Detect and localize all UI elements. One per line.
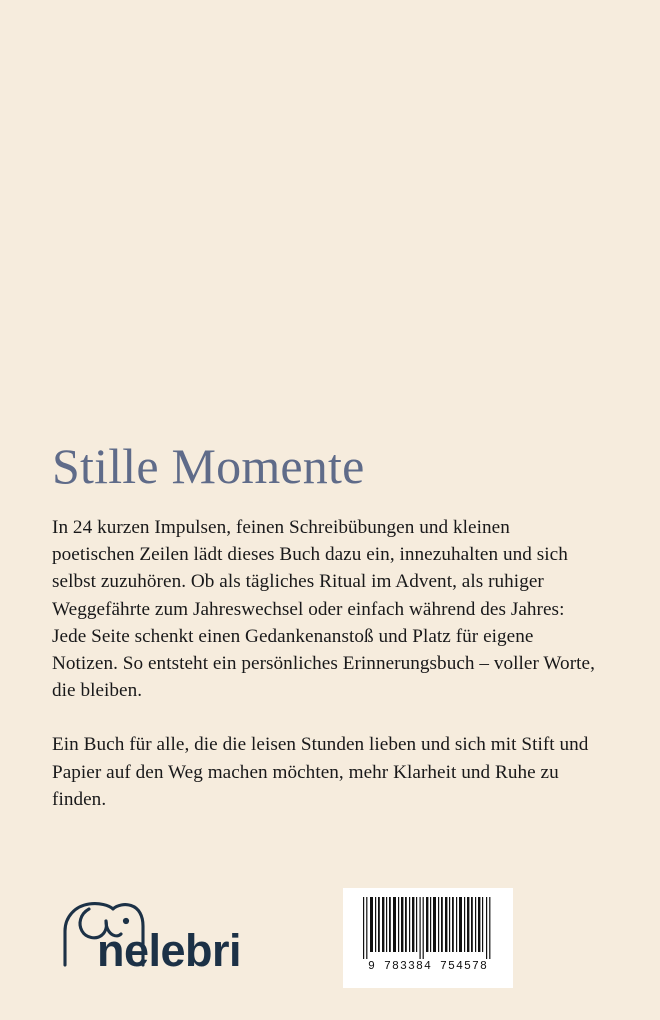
blurb-paragraph-2: Ein Buch für alle, die die leisen Stunden lieben und sich mit Stift und Papier auf den Weg machen möchten, mehr Klarheit und Ruhe zu finden. [52,734,589,810]
publisher-wordmark: nelebri [97,925,242,973]
blurb-text-block [52,514,597,813]
barcode-panel [343,888,513,988]
publisher-logo [55,893,245,973]
barcode-bars [360,897,496,959]
blurb-paragraph-1: In 24 kurzen Impulsen, feinen Schreibübungen und kleinen poetischen Zeilen lädt dieses Buch dazu ein, innezuhalten und sich selbst zuzuhören. Ob als tägliches Ritual im Advent, als ruhiger Weggefährte zum Jahreswechsel oder einfach während des Jahres: Jede Seite schenkt einen Gedankenanstoß und Platz für eigene Notizen. So entsteht ein persönliches Erinnerungsbuch – voller Worte, die bleiben. [52,517,595,702]
barcode-digits: 9 783384 754578 [367,960,489,973]
book-title: Stille Momente [52,438,365,494]
title-block [52,440,612,493]
elephant-icon [55,893,245,973]
elephant-eye-icon [123,918,129,924]
